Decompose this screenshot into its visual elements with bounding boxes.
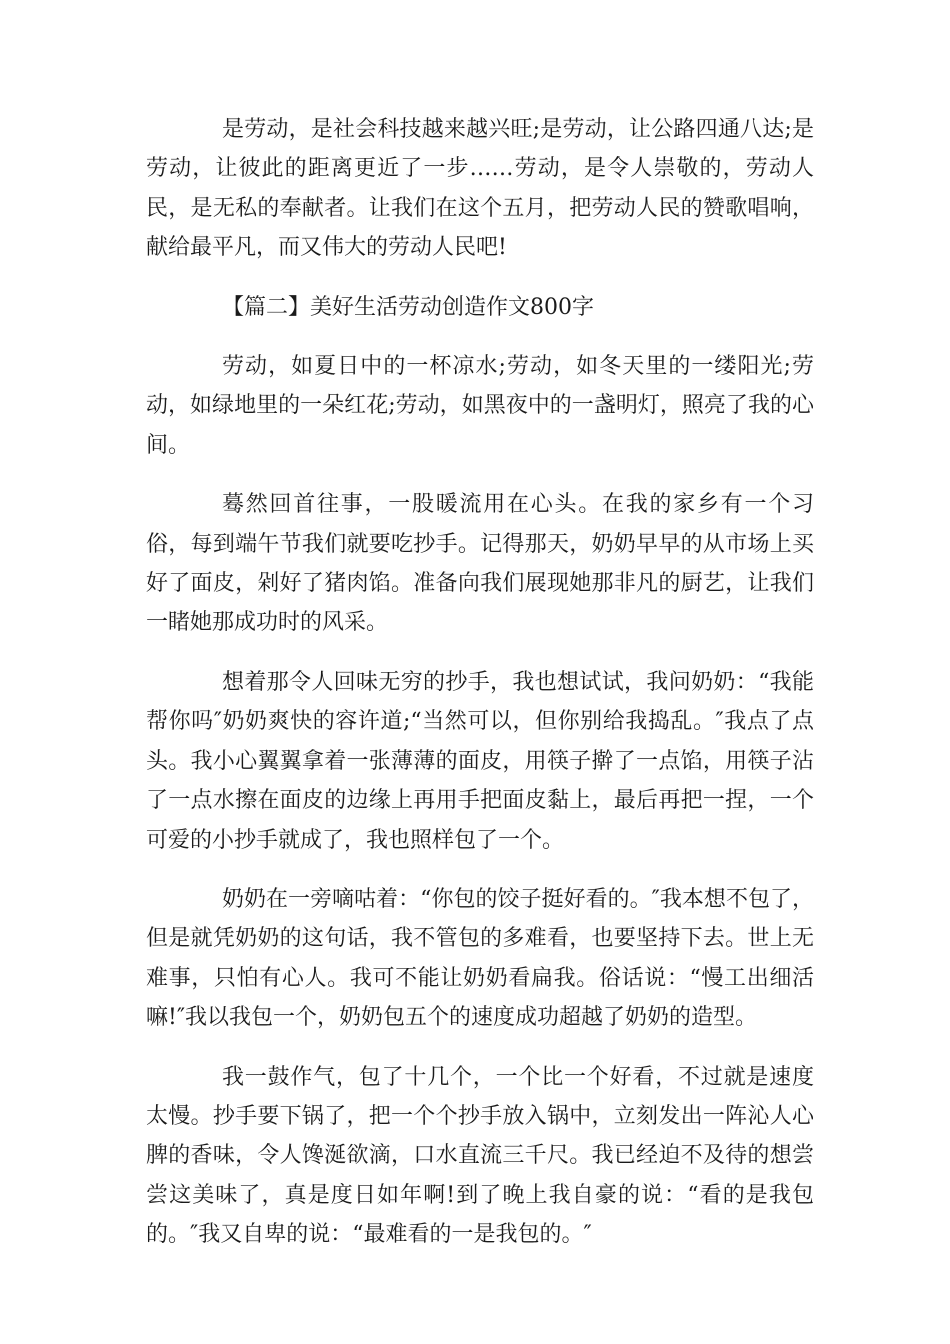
paragraph: 劳动，如夏日中的一杯凉水;劳动，如冬天里的一缕阳光;劳动，如绿地里的一朵红花;劳动，如黑夜中的一盏明灯，照亮了我的心间。 (146, 354, 814, 458)
paragraph: 奶奶在一旁嘀咕着：“你包的饺子挺好看的。″我本想不包了，但是就凭奶奶的这句话，我不管包的多难看，也要坚持下去。世上无难事，只怕有心人。我可不能让奶奶看扁我。俗话说：“慢工出细活嘛!″我以我包一个，奶奶包五个的速度成功超越了奶奶的造型。 (146, 886, 814, 1031)
paragraph: 想着那令人回味无穷的抄手，我也想试试，我问奶奶：“我能帮你吗″奶奶爽快的容许道;“当然可以，但你别给我捣乱。″我点了点头。我小心翼翼拿着一张薄薄的面皮，用筷子擀了一点馅，用筷子沾了一点水擦在面皮的边缘上再用手把面皮黏上，最后再把一捏，一个可爱的小抄手就成了，我也照样包了一个。 (146, 669, 814, 853)
paragraph-intro: 是劳动，是社会科技越来越兴旺;是劳动，让公路四通八达;是劳动，让彼此的距离更近了一步……劳动，是令人崇敬的，劳动人民，是无私的奉献者。让我们在这个五月，把劳动人民的赞歌唱响，献给最平凡，而又伟大的劳动人民吧! (146, 117, 814, 261)
document-body (146, 110, 814, 1275)
section-heading: 【篇二】美好生活劳动创造作文800字 (222, 294, 594, 320)
paragraph: 我一鼓作气，包了十几个，一个比一个好看，不过就是速度太慢。抄手要下锅了，把一个个抄手放入锅中，立刻发出一阵沁人心脾的香味，令人馋涎欲滴，口水直流三千尺。我已经迫不及待的想尝尝这美味了，真是度日如年啊!到了晚上我自豪的说：“看的是我包的。″我又自卑的说：“最难看的一是我包的。″ (146, 1064, 814, 1248)
paragraph: 蓦然回首往事，一股暖流用在心头。在我的家乡有一个习俗，每到端午节我们就要吃抄手。记得那天，奶奶早早的从市场上买好了面皮，剁好了猪肉馅。准备向我们展现她那非凡的厨艺，让我们一睹她那成功时的风采。 (146, 492, 814, 636)
